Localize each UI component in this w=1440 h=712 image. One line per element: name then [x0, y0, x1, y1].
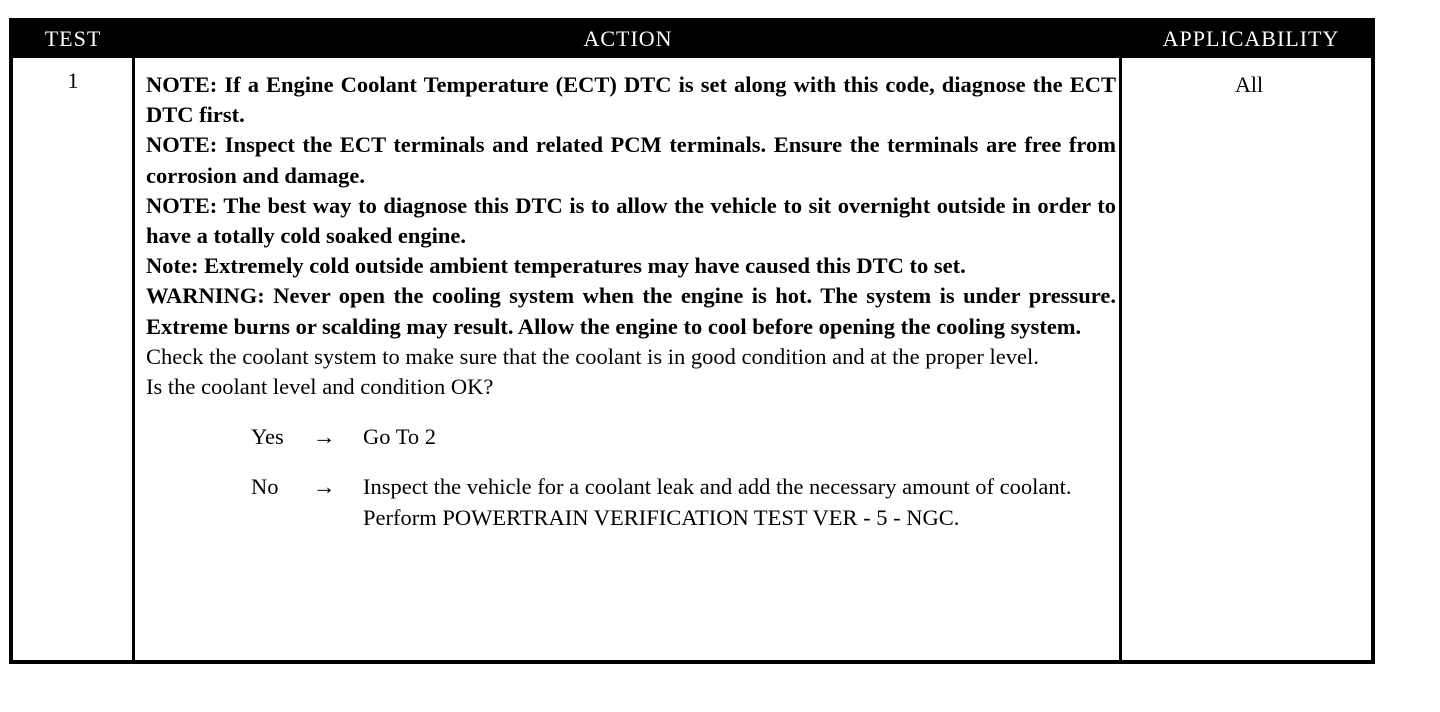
arrow-right-icon: →: [313, 424, 336, 450]
no-result: [363, 472, 1116, 532]
header-action: ACTION: [583, 26, 673, 51]
choice-no: [146, 472, 1116, 532]
answer-choices: [146, 422, 1116, 533]
note-cold-soak: NOTE: The best way to diagnose this DTC is to allow the vehicle to sit overnight outside in order to have a totally cold soaked engine.: [146, 192, 1116, 249]
test-number: 1: [67, 68, 79, 93]
yes-label: Yes: [251, 424, 284, 450]
table-header: [13, 18, 1375, 58]
header-test: TEST: [44, 26, 102, 51]
no-result-line: Inspect the vehicle for a coolant leak and add the necessary amount of coolant.: [363, 474, 1072, 500]
warning-cooling-system: WARNING: Never open the cooling system when the engine is hot. The system is under pressure. Extreme burns or scalding may result. Allow the engine to cool before opening the cooling system.: [146, 283, 1116, 339]
arrow-right-icon: →: [313, 474, 336, 500]
no-result-line: Perform POWERTRAIN VERIFICATION TEST VER - 5 - NGC.: [363, 504, 960, 530]
yes-result: Go To 2: [363, 424, 437, 450]
header-applicability: APPLICABILITY: [1162, 26, 1340, 51]
note-inspect-terminals: NOTE: Inspect the ECT terminals and related PCM terminals. Ensure the terminals are free from corrosion and damage.: [146, 132, 1116, 188]
no-label: No: [251, 474, 279, 500]
action-cell: [146, 70, 1116, 553]
check-instruction: Check the coolant system to make sure that the coolant is in good condition and at the proper level.: [146, 343, 1039, 369]
question: Is the coolant level and condition OK?: [146, 374, 494, 400]
choice-yes: [146, 422, 1116, 452]
applicability-value: All: [1234, 72, 1264, 97]
note-ambient-temperature: Note: Extremely cold outside ambient temperatures may have caused this DTC to set.: [146, 253, 966, 279]
diagnostic-table: [9, 18, 1375, 664]
note-ect-dtc: NOTE: If a Engine Coolant Temperature (ECT) DTC is set along with this code, diagnose the ECT DTC first.: [146, 72, 1116, 128]
column-divider: [1119, 58, 1122, 660]
column-divider: [132, 58, 135, 660]
